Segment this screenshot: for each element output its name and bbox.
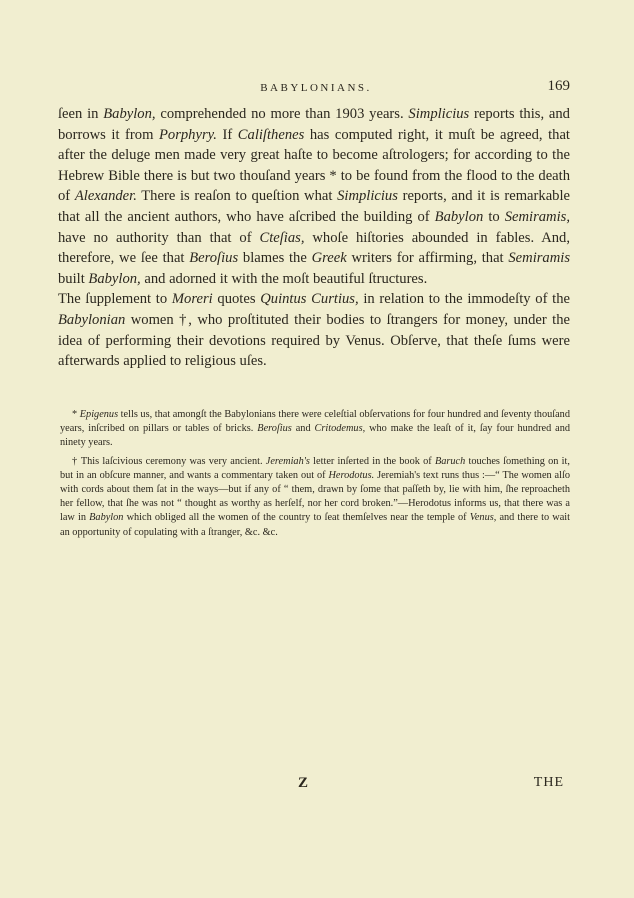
italic-text: Caliſthenes <box>237 126 305 143</box>
text-run: letter inſerted in the book of <box>309 455 435 467</box>
italic-text: Jeremiah's <box>265 455 310 467</box>
italic-text: Babylon, <box>88 270 141 287</box>
italic-text: Semiramis, <box>504 208 570 225</box>
footnote <box>60 455 570 540</box>
italic-text: Beroſius <box>257 423 292 435</box>
text-run: tells us, that amongſt the Babylonians there were celeſtial obſervations for four hundred and ſeventy thouſand years, inſcribed on pillars or tables of bricks. <box>60 409 570 435</box>
italic-text: Moreri <box>171 291 213 308</box>
catchword: THE <box>533 775 564 790</box>
text-run: There is reaſon to queſtion what <box>136 188 338 205</box>
text-run: The ſupplement to <box>58 291 172 308</box>
text-run: in relation to the immodeſty of the <box>358 291 570 308</box>
text-run: have no authority than that of <box>58 229 260 246</box>
text-run: and there to wait an opportunity of copulating with a ſtranger, &c. &c. <box>60 512 570 538</box>
text-run: and <box>291 423 315 435</box>
italic-text: Epigenus <box>79 409 119 420</box>
italic-text: Beroſius <box>189 250 239 267</box>
text-run: ſeen in <box>58 106 104 122</box>
text-run: built <box>58 270 89 287</box>
italic-text: Critodemus, <box>314 423 366 435</box>
italic-text: Babylonian <box>58 311 126 328</box>
footnote <box>60 408 570 451</box>
italic-text: Babylon <box>89 512 124 524</box>
text-run: reports, and it is remarkable that all the ancient authors, who have aſcribed the building of <box>58 188 570 225</box>
paragraph <box>58 104 570 289</box>
italic-text: Alexander. <box>74 188 137 205</box>
text-run: comprehended no more than 1903 years. <box>155 106 409 122</box>
footnotes <box>60 408 570 540</box>
page-header <box>60 78 572 100</box>
text-run: and adorned it with the moſt beautiful ſtructures. <box>140 270 428 287</box>
text-run: * <box>72 409 80 420</box>
text-run: women †, who proſtituted their bodies to ſtrangers for money, under the idea of performing their devotions required by Venus. Obſerve, that theſe ſums were afterwards applied to religious uſes. <box>58 311 570 370</box>
paragraph <box>58 289 570 371</box>
text-run: whoſe hiſtories abounded in fables. And, therefore, we ſee that <box>58 229 570 267</box>
text-run: Jeremiah's text runs thus :—“ The women alſo with cords about them ſat in the ways—but if any of “ them, drawn by ſome that paſſeth by, lie with him, ſhe reproacheth her fellow, that ſhe was not “ thought as worthy as herſelf, nor her cord broken.”—Herodotus informs us, that there was a law in <box>60 469 570 524</box>
italic-text: Cteſias, <box>259 229 305 246</box>
page-number: 169 <box>547 78 570 94</box>
text-run: If <box>216 126 238 143</box>
main-text <box>58 104 570 372</box>
text-run: which obliged all the women of the country to ſeat themſelves near the temple of <box>123 512 470 524</box>
text-run: quotes <box>212 291 261 308</box>
text-run: writers for affirming, that <box>346 250 509 267</box>
italic-text: Porphyry. <box>158 126 217 143</box>
italic-text: Greek <box>311 250 347 267</box>
italic-text: Babylon, <box>103 106 156 122</box>
text-run: to <box>483 208 505 225</box>
text-run: has computed right, it muſt be agreed, that after the deluge men made very great haſte to become aſtrologers; for according to the Hebrew Bible there is but two thouſand years * to be found from the flood to the death of <box>58 126 570 205</box>
italic-text: Simplicius <box>408 106 470 122</box>
running-title: BABYLONIANS. <box>260 82 372 94</box>
text-run: touches ſomething on it, but in an obſcure manner, and wants a commentary taken out of <box>60 455 570 481</box>
text-run: blames the <box>238 250 312 267</box>
italic-text: Herodotus. <box>328 469 375 481</box>
italic-text: Semiramis <box>508 250 570 267</box>
italic-text: Simplicius <box>337 188 398 205</box>
italic-text: Venus, <box>469 512 497 524</box>
italic-text: Baruch <box>434 455 466 467</box>
italic-text: Quintus Curtius, <box>260 291 359 308</box>
text-run: who make the leaſt of it, ſay four hundred and ninety years. <box>60 423 571 449</box>
text-run: † This laſcivious ceremony was very ancient. <box>72 455 266 467</box>
italic-text: Babylon <box>434 208 484 225</box>
signature-mark: Z <box>298 775 309 791</box>
text-run: reports this, and borrows it from <box>58 106 570 143</box>
